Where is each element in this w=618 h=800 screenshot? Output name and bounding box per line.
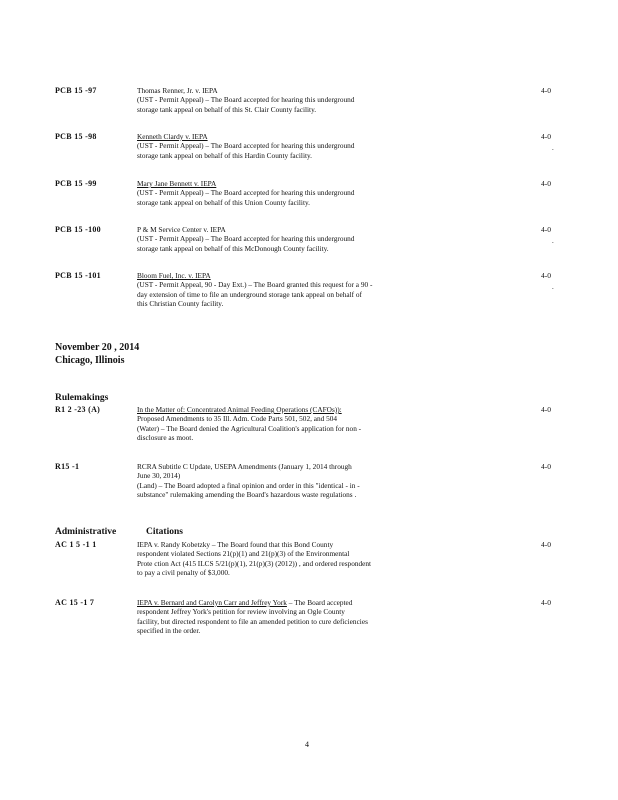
vote-count: 4-0 (541, 540, 551, 549)
docket-number: R15 -1 (55, 462, 80, 471)
description-line: (Land) – The Board adopted a final opinion and order in this "identical - in - (137, 480, 360, 490)
docket-number: R1 2 -23 (A) (55, 405, 101, 414)
meeting-place: Chicago, Illinois (55, 355, 125, 366)
vote-count: 4-0 (541, 405, 551, 414)
description-line: (UST - Permit Appeal, 90 - Day Ext.) – The Board granted this request for a 90 - (137, 280, 373, 290)
entry-description (137, 462, 452, 499)
vote-count: 4-0 (541, 86, 551, 95)
case-title: IEPA v. Bernard and Carolyn Carr and Jeffrey York (137, 598, 287, 607)
description-line: (UST - Permit Appeal) – The Board accepted for hearing this underground (137, 95, 355, 105)
description-line: disclosure as moot. (137, 432, 194, 442)
description-line: this Christian County facility. (137, 298, 224, 308)
description-line: specified in the order. (137, 625, 201, 635)
entry-description (137, 540, 452, 577)
entry-description (137, 598, 452, 635)
description-line: Prote ction Act (415 ILCS 5/21(p)(1), 21(p)(3) (2012)) , and ordered respondent (137, 558, 372, 568)
description-line: substance" rulemaking amending the Board's hazardous waste regulations . (137, 489, 357, 499)
description-line: storage tank appeal on behalf of this Hardin County facility. (137, 150, 313, 160)
vote-mark: . (552, 283, 554, 291)
page-number: 4 (305, 740, 309, 749)
description-line: Proposed Amendments to 35 Ill. Adm. Code Parts 501, 502, and 504 (137, 414, 338, 424)
description-line: storage tank appeal on behalf of this Union County facility. (137, 197, 310, 207)
docket-number: PCB 15 -97 (55, 86, 97, 95)
case-title: Mary Jane Bennett v. IEPA (137, 179, 217, 188)
vote-mark: . (552, 144, 554, 152)
docket-number: PCB 15 -99 (55, 179, 97, 188)
description-line: storage tank appeal on behalf of this McDonough County facility. (137, 243, 329, 253)
case-title: In the Matter of: Concentrated Animal Feeding Operations (CAFOs)): (137, 405, 342, 414)
entry-description (137, 179, 452, 207)
description-line: June 30, 2014) (137, 471, 181, 481)
docket-number: AC 15 -1 7 (55, 598, 95, 607)
vote-count: 4-0 (541, 271, 551, 280)
section-heading-citations: Citations (146, 527, 183, 537)
vote-count: 4-0 (541, 132, 551, 141)
description-first-line (137, 598, 452, 607)
docket-number: PCB 15 -100 (55, 225, 101, 234)
case-title: Bloom Fuel, Inc. v. IEPA (137, 271, 211, 280)
description-line: facility, but directed respondent to file an amended petition to cure deficiencies (137, 616, 368, 626)
description-line: (UST - Permit Appeal) – The Board accepted for hearing this underground (137, 141, 355, 151)
description-line: (UST - Permit Appeal) – The Board accepted for hearing this underground (137, 234, 355, 244)
description-line: respondent Jeffrey York's petition for review involving an Ogle County (137, 607, 345, 617)
description-line: IEPA v. Randy Kobetzky – The Board found that this Bond County (137, 540, 334, 549)
description-line: to pay a civil penalty of $3,000. (137, 567, 230, 577)
section-heading-rulemakings: Rulemakings (55, 393, 109, 403)
vote-count: 4-0 (541, 462, 551, 471)
entry-description (137, 86, 452, 114)
entry-description (137, 132, 452, 160)
case-title: P & M Service Center v. IEPA (137, 225, 226, 234)
vote-mark: . (552, 237, 554, 245)
description-line: – The Board accepted (286, 598, 353, 607)
vote-count: 4-0 (541, 225, 551, 234)
description-line: RCRA Subtitle C Update, USEPA Amendments (January 1, 2014 through (137, 462, 352, 471)
case-title: Thomas Renner, Jr. v. IEPA (137, 86, 218, 95)
description-line: (Water) – The Board denied the Agricultural Coalition's application for non - (137, 423, 362, 433)
vote-count: 4-0 (541, 598, 551, 607)
case-title: Kenneth Clardy v. IEPA (137, 132, 208, 141)
entry-description (137, 405, 452, 442)
meeting-date: November 20 , 2014 (55, 342, 140, 353)
docket-number: PCB 15 -98 (55, 132, 97, 141)
vote-count: 4-0 (541, 179, 551, 188)
description-line: (UST - Permit Appeal) – The Board accepted for hearing this underground (137, 188, 355, 198)
description-line: storage tank appeal on behalf of this St. Clair County facility. (137, 104, 317, 114)
docket-number: AC 1 5 -1 1 (55, 540, 97, 549)
docket-number: PCB 15 -101 (55, 271, 101, 280)
description-line: day extension of time to file an underground storage tank appeal on behalf of (137, 289, 362, 299)
section-heading-administrative: Administrative (55, 527, 117, 537)
entry-description (137, 225, 452, 253)
entry-description (137, 271, 452, 308)
description-line: respondent violated Sections 21(p)(1) and 21(p)(3) of the Environmental (137, 549, 350, 559)
